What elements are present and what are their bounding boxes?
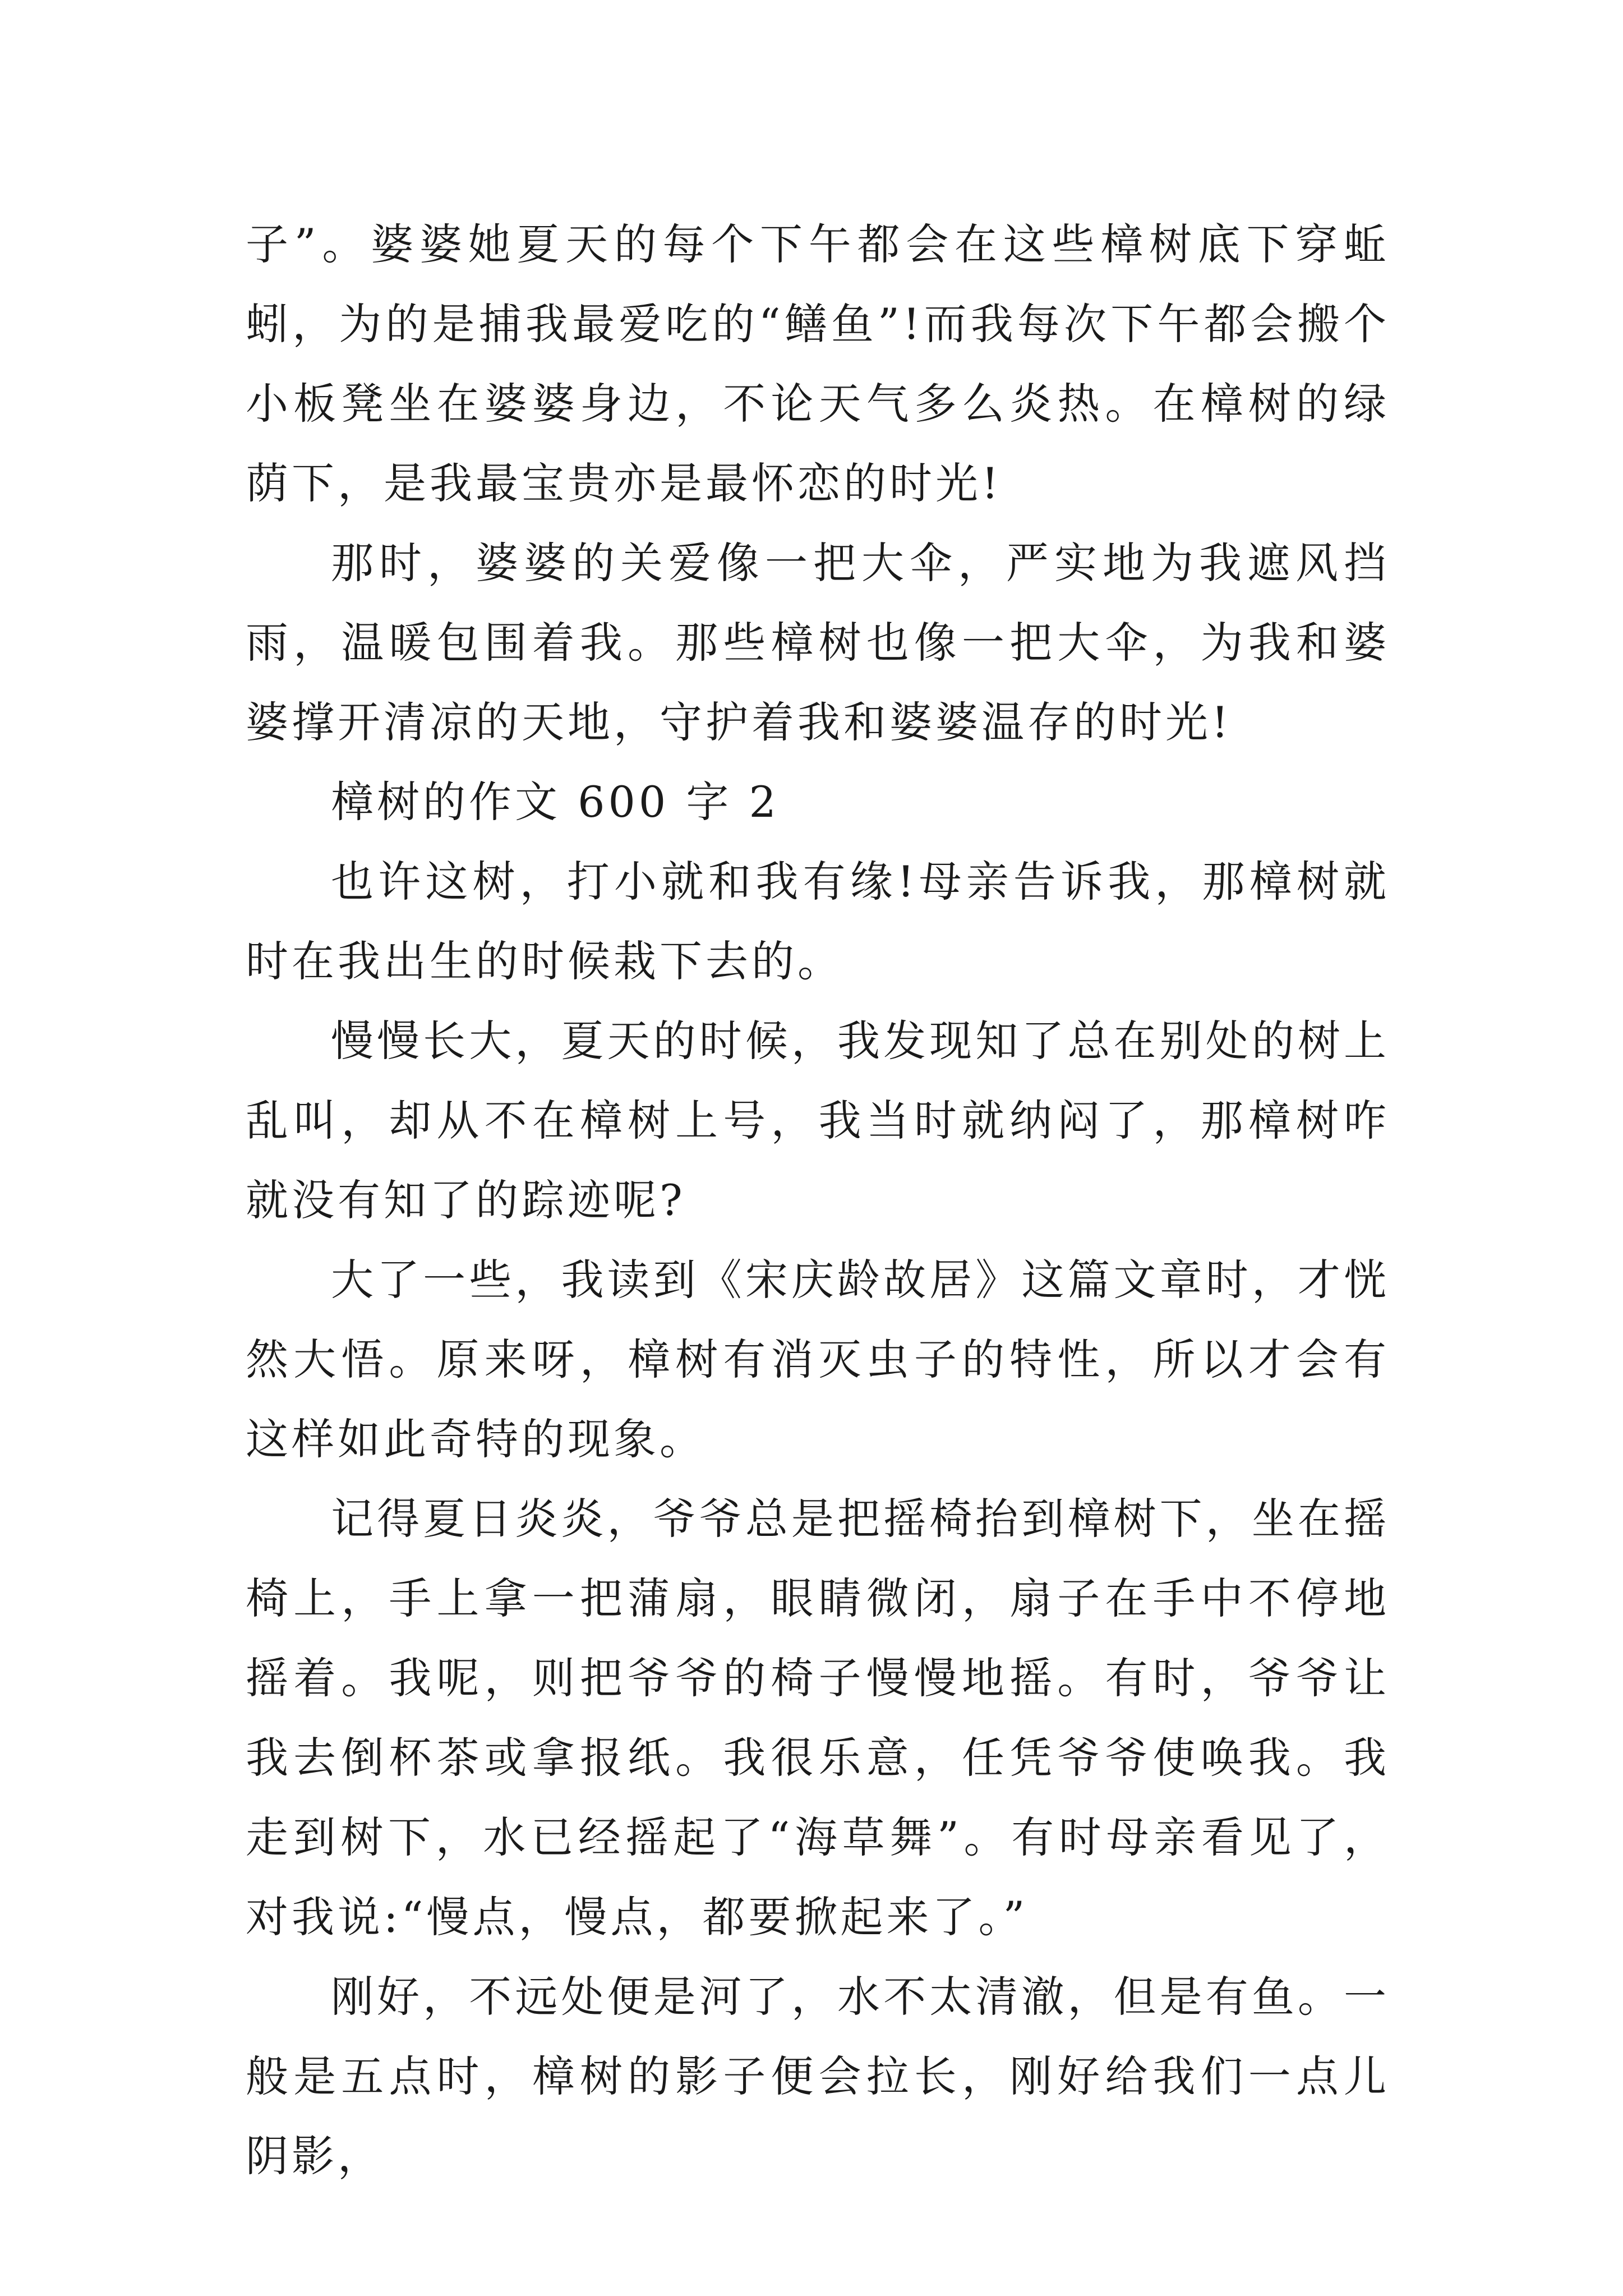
essay-subtitle: 樟树的作文 600 字 2 <box>331 777 780 827</box>
paragraph-7: 刚好，不远处便是河了，水不太清澈，但是有鱼。一般是五点时，樟树的影子便会拉长，刚好给我们一点儿阴影， <box>246 1972 1390 2181</box>
essay-body <box>246 205 1390 2196</box>
paragraph-1: 子”。婆婆她夏天的每个下午都会在这些樟树底下穿蚯蚓，为的是捕我最爱吃的“鳝鱼”!而我每次下午都会搬个小板凳坐在婆婆身边，不论天气多么炎热。在樟树的绿荫下，是我最宝贵亦是最怀恋的时光! <box>246 219 1390 508</box>
paragraph-5: 大了一些，我读到《宋庆龄故居》这篇文章时，才恍然大悟。原来呀，樟树有消灭虫子的特性，所以才会有这样如此奇特的现象。 <box>246 1255 1390 1464</box>
paragraph-2: 那时，婆婆的关爱像一把大伞，严实地为我遮风挡雨，温暖包围着我。那些樟树也像一把大伞，为我和婆婆撑开清凉的天地，守护着我和婆婆温存的时光! <box>246 538 1390 747</box>
paragraph-6: 记得夏日炎炎，爷爷总是把摇椅抬到樟树下，坐在摇椅上，手上拿一把蒲扇，眼睛微闭，扇子在手中不停地摇着。我呢，则把爷爷的椅子慢慢地摇。有时，爷爷让我去倒杯茶或拿报纸。我很乐意，任凭爷爷使唤我。我走到树下，水已经摇起了“海草舞”。有时母亲看见了，对我说:“慢点，慢点，都要掀起来了。” <box>246 1494 1390 1942</box>
paragraph-3: 也许这树，打小就和我有缘!母亲告诉我，那樟树就时在我出生的时候栽下去的。 <box>246 857 1390 986</box>
paragraph-4: 慢慢长大，夏天的时候，我发现知了总在别处的树上乱叫，却从不在樟树上号，我当时就纳闷了，那樟树咋就没有知了的踪迹呢? <box>246 1016 1390 1225</box>
